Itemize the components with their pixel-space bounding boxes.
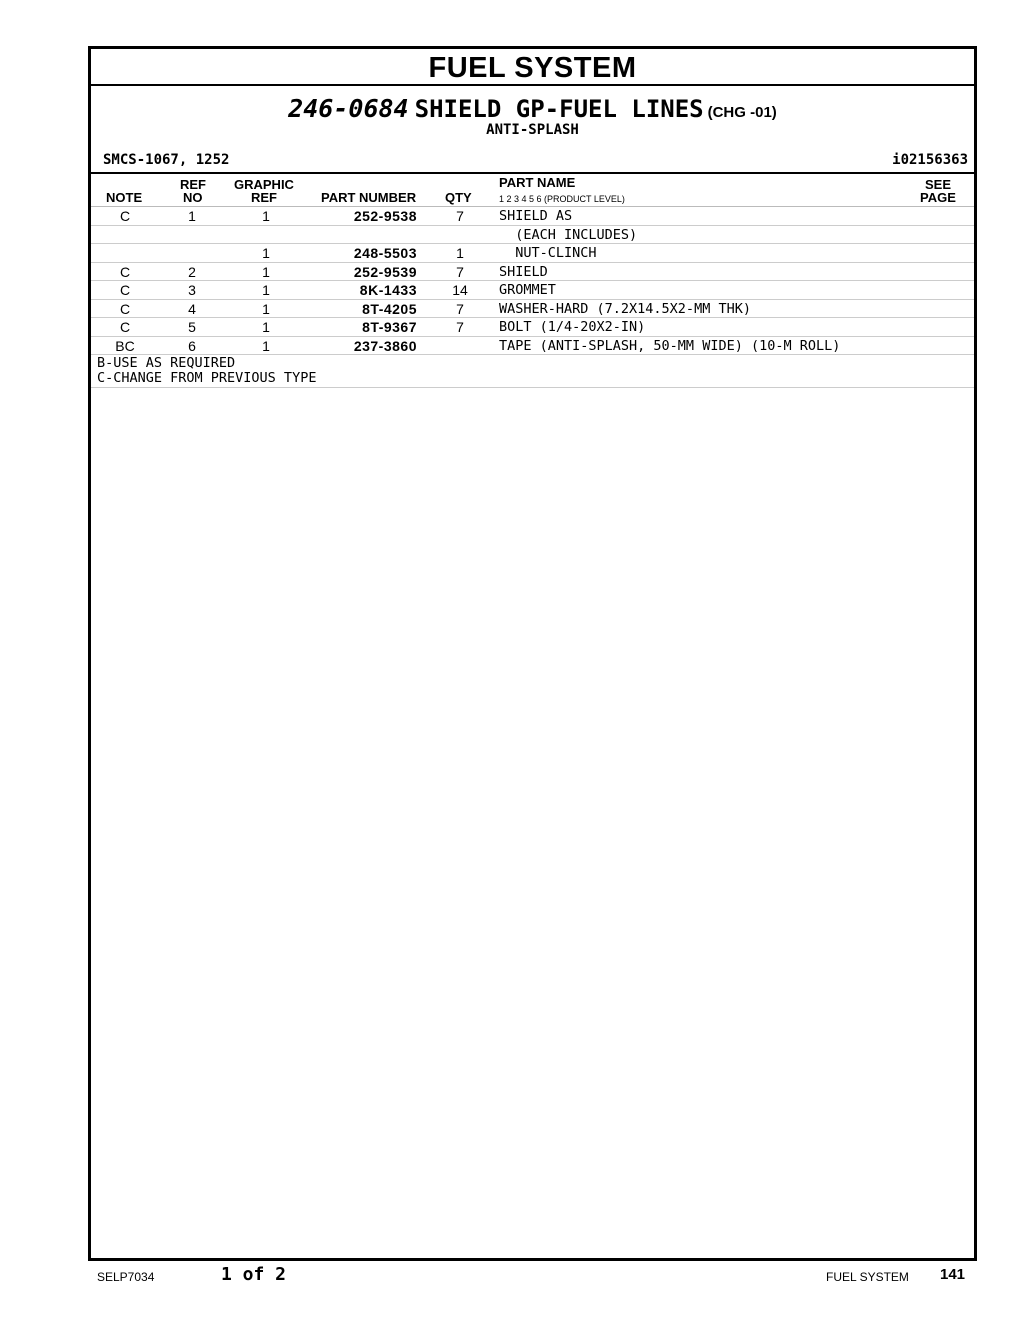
cell-qty: 1 <box>456 245 464 261</box>
cell-qty: 7 <box>456 319 464 335</box>
col-see-top: SEE <box>925 177 952 192</box>
col-part-name: PART NAME <box>499 175 576 190</box>
cell-ref: 6 <box>188 337 196 354</box>
cell-graphic: 1 <box>262 245 270 261</box>
table-row <box>91 300 974 319</box>
smcs-code: SMCS-1067, 1252 <box>103 152 230 168</box>
cell-note: C <box>119 300 131 317</box>
page-frame <box>88 46 977 1261</box>
cell-part-name: WASHER-HARD (7.2X14.5X2-MM THK) <box>499 300 751 317</box>
cell-part-name: NUT-CLINCH <box>499 245 597 261</box>
table-row <box>91 263 974 282</box>
cell-part-name: TAPE (ANTI-SPLASH, 50-MM WIDE) (10-M ROLL) <box>499 337 841 354</box>
cell-part-number: 248-5503 <box>353 245 417 261</box>
footer-section: FUEL SYSTEM <box>826 1270 909 1284</box>
group-title <box>91 94 974 123</box>
cell-part-number: 252-9538 <box>353 208 417 224</box>
cell-graphic: 1 <box>262 337 270 354</box>
table-row <box>91 207 974 226</box>
cell-note: C <box>119 282 131 298</box>
cell-qty: 7 <box>456 263 464 280</box>
cell-part-number: 8K-1433 <box>359 282 417 298</box>
footer-doc-id: SELP7034 <box>97 1270 155 1284</box>
cell-note: C <box>119 208 131 224</box>
cell-graphic: 1 <box>262 282 270 298</box>
col-note: NOTE <box>106 190 143 205</box>
col-product-level: 1 2 3 4 5 6 (PRODUCT LEVEL) <box>499 194 625 204</box>
cell-part-number: 252-9539 <box>353 263 417 280</box>
cell-note: C <box>119 319 131 335</box>
group-name: SHIELD GP-FUEL LINES <box>414 95 704 123</box>
cell-part-number: 237-3860 <box>353 337 417 354</box>
cell-part-name: SHIELD AS <box>499 208 573 224</box>
col-part-number: PART NUMBER <box>321 190 417 205</box>
col-graphic-bottom: REF <box>251 190 277 205</box>
col-see-bottom: PAGE <box>920 190 956 205</box>
cell-note: C <box>119 263 131 280</box>
table-row <box>91 281 974 300</box>
col-graphic-top: GRAPHIC <box>234 177 294 192</box>
footer-page-of: 1 of 2 <box>221 1264 287 1285</box>
col-ref-top: REF <box>180 177 206 192</box>
cell-ref: 4 <box>188 300 196 317</box>
cell-part-name: GROMMET <box>499 282 556 298</box>
table-row <box>91 318 974 337</box>
cell-graphic: 1 <box>262 208 270 224</box>
cell-ref: 1 <box>188 208 196 224</box>
group-subtitle: ANTI-SPLASH <box>486 122 579 138</box>
table-row <box>91 226 974 245</box>
section-title: FUEL SYSTEM <box>91 49 974 86</box>
col-qty: QTY <box>445 190 472 205</box>
group-change: (CHG -01) <box>707 104 777 121</box>
cell-part-number: 8T-9367 <box>362 319 417 335</box>
smcs-row <box>91 150 974 174</box>
note-line: B-USE AS REQUIRED <box>97 355 236 371</box>
illustration-id: i02156363 <box>892 152 968 168</box>
cell-qty: 7 <box>456 300 464 317</box>
footer-page-number: 141 <box>940 1266 966 1283</box>
cell-qty: 14 <box>452 282 468 298</box>
col-ref-bottom: NO <box>183 190 203 205</box>
group-number: 246-0684 <box>288 94 409 123</box>
cell-qty: 7 <box>456 208 464 224</box>
cell-ref: 5 <box>188 319 196 335</box>
parts-table-body <box>91 207 974 355</box>
cell-part-name: (EACH INCLUDES) <box>499 226 638 243</box>
page-footer <box>0 1264 1020 1288</box>
note-line: C-CHANGE FROM PREVIOUS TYPE <box>97 370 317 386</box>
table-row <box>91 244 974 263</box>
table-header <box>91 174 974 207</box>
cell-part-name: BOLT (1/4-20X2-IN) <box>499 319 646 335</box>
cell-part-name: SHIELD <box>499 263 548 280</box>
notes-block <box>91 355 974 388</box>
cell-ref: 2 <box>188 263 196 280</box>
cell-part-number: 8T-4205 <box>362 300 417 317</box>
cell-graphic: 1 <box>262 300 270 317</box>
cell-ref: 3 <box>188 282 196 298</box>
table-row <box>91 337 974 356</box>
cell-graphic: 1 <box>262 263 270 280</box>
cell-graphic: 1 <box>262 319 270 335</box>
cell-note: BC <box>115 337 135 354</box>
